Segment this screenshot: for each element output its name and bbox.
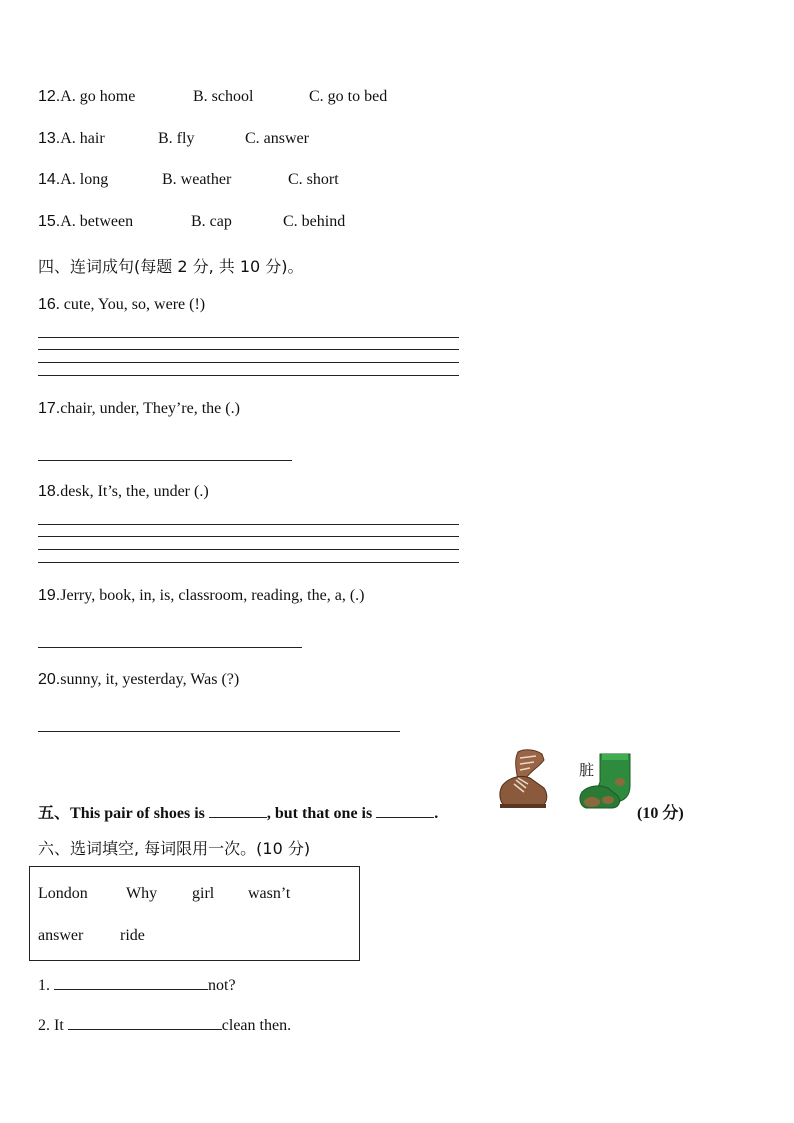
- question-17: [38, 400, 240, 418]
- dirty-label: 脏: [579, 761, 595, 779]
- clean-shoes-icon: [496, 748, 550, 812]
- word-bank-item: girl: [192, 885, 215, 902]
- option-b: B. weather: [162, 171, 232, 188]
- option-c: C. short: [288, 171, 339, 188]
- question-text: desk, It’s, the, under (.): [60, 483, 209, 500]
- option-c: C. behind: [283, 213, 346, 230]
- fill-number: 1.: [38, 977, 54, 994]
- word-bank-item: answer: [38, 927, 84, 944]
- question-12: [38, 88, 388, 106]
- option-a: A. long: [60, 171, 109, 188]
- word-bank-item: ride: [120, 927, 145, 944]
- question-text: chair, under, They’re, the (.): [60, 400, 240, 417]
- question-number: 20.: [38, 671, 61, 688]
- question-text: Jerry, book, in, is, classroom, reading, the, a, (.): [60, 587, 365, 604]
- question-16: [38, 296, 205, 314]
- fill-question-2: [38, 1015, 291, 1035]
- word-bank-box: [29, 866, 360, 961]
- fill-blank[interactable]: [54, 975, 208, 990]
- option-a: A. go home: [60, 88, 136, 105]
- section-5-score: (10 分): [637, 805, 684, 822]
- fill-blank[interactable]: [68, 1015, 222, 1030]
- answer-line: [38, 524, 459, 525]
- answer-line: [38, 562, 459, 563]
- section-4-heading: 四、连词成句(每题 2 分, 共 10 分)。: [38, 257, 304, 276]
- sentence-part-a: This pair of shoes is: [70, 805, 209, 822]
- question-14: [38, 171, 339, 189]
- question-number: 17.: [38, 400, 61, 417]
- option-b: B. fly: [158, 130, 195, 147]
- option-a: A. between: [60, 213, 134, 230]
- section-5-prefix: 五、: [38, 803, 71, 822]
- fill-text: not?: [208, 977, 236, 994]
- option-c: C. answer: [245, 130, 309, 147]
- dirty-boots-icon: [578, 752, 634, 812]
- answer-line: [38, 731, 400, 732]
- question-number: 15.: [38, 213, 61, 230]
- question-number: 14.: [38, 171, 61, 188]
- word-bank-item: Why: [126, 885, 158, 902]
- fill-text: clean then.: [221, 1017, 292, 1034]
- answer-line: [38, 375, 459, 376]
- fill-number: 2. It: [38, 1017, 68, 1034]
- answer-line: [38, 362, 459, 363]
- fill-question-1: [38, 975, 236, 995]
- option-c: C. go to bed: [309, 88, 388, 105]
- section-5-sentence: [38, 800, 438, 823]
- sentence-end: .: [434, 805, 439, 822]
- option-a: A. hair: [60, 130, 105, 147]
- question-number: 12.: [38, 88, 61, 105]
- question-15: [38, 213, 346, 231]
- answer-line: [38, 337, 459, 338]
- answer-line: [38, 536, 459, 537]
- option-b: B. cap: [191, 213, 232, 230]
- word-bank-item: London: [38, 885, 88, 902]
- question-18: [38, 483, 209, 501]
- question-number: 13.: [38, 130, 61, 147]
- option-b: B. school: [193, 88, 254, 105]
- answer-line: [38, 647, 302, 648]
- question-number: 19.: [38, 587, 61, 604]
- answer-line: [38, 549, 459, 550]
- question-text: . cute, You, so, were (!): [55, 296, 206, 313]
- question-20: [38, 671, 239, 689]
- word-bank-item: wasn’t: [248, 885, 291, 902]
- question-number: 18.: [38, 483, 61, 500]
- question-number: 16: [38, 296, 56, 313]
- blank-2[interactable]: [376, 803, 434, 818]
- question-19: [38, 587, 364, 605]
- question-13: [38, 130, 309, 148]
- blank-1[interactable]: [209, 803, 267, 818]
- answer-line: [38, 460, 292, 461]
- answer-line: [38, 349, 459, 350]
- sentence-part-b: , but that one is: [266, 805, 377, 822]
- section-6-heading: 六、选词填空, 每词限用一次。(10 分): [38, 839, 311, 858]
- question-text: sunny, it, yesterday, Was (?): [60, 671, 240, 688]
